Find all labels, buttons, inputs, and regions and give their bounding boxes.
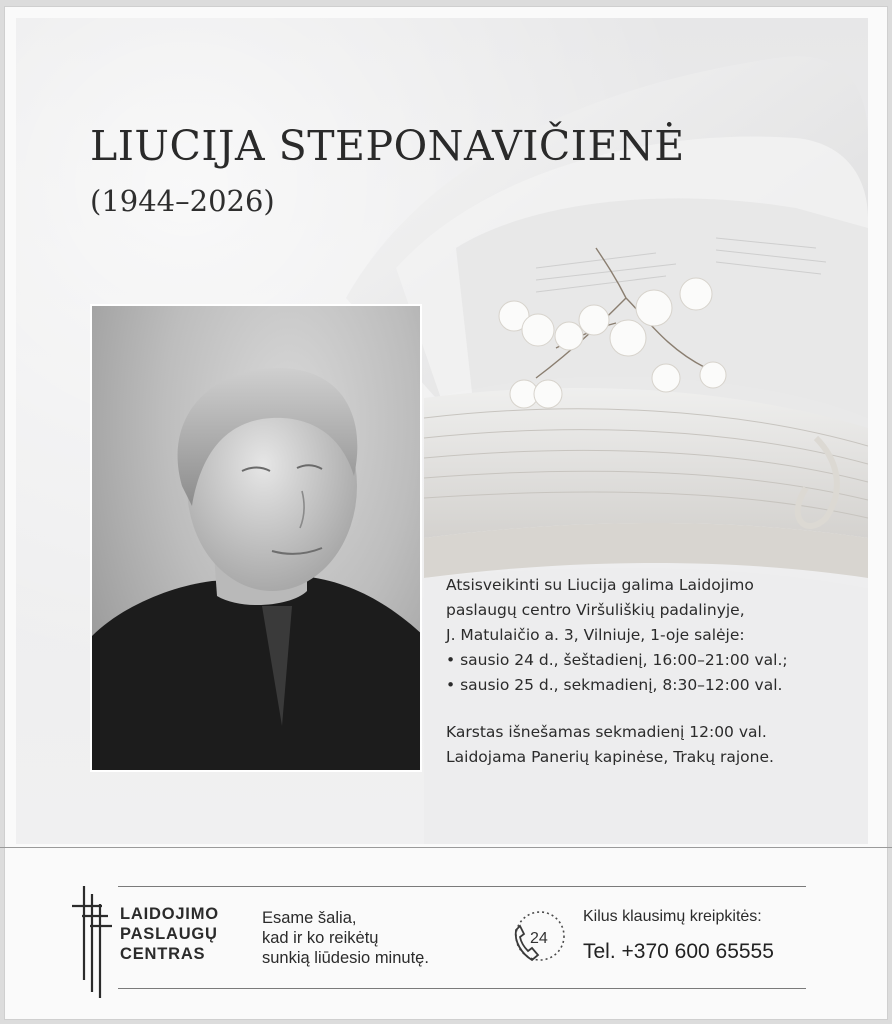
footer-top-line	[118, 886, 806, 887]
cross-logo-icon	[68, 882, 114, 998]
schedule-item: • sausio 24 d., šeštadienį, 16:00–21:00 val.;	[446, 651, 788, 669]
visitation-details	[446, 573, 856, 770]
funeral-line-1: Karstas išnešamas sekmadienį 12:00 val.	[446, 723, 767, 741]
contact-phone[interactable]: Tel. +370 600 65555	[583, 940, 774, 963]
company-logo-text	[120, 904, 219, 964]
details-line-3: J. Matulaičio a. 3, Vilniuje, 1-oje salėje:	[446, 626, 745, 644]
logo-line: CENTRAS	[120, 945, 206, 963]
slogan	[262, 908, 429, 968]
contact-label: Kilus klausimų kreipkitės:	[583, 908, 762, 925]
deceased-portrait	[90, 304, 422, 772]
schedule-item: • sausio 25 d., sekmadienį, 8:30–12:00 val.	[446, 676, 783, 694]
deceased-name: LIUCIJA STEPONAVIČIENĖ	[90, 122, 685, 170]
portrait-photo	[92, 306, 422, 772]
life-years: (1944–2026)	[90, 184, 275, 218]
details-line-1: Atsisveikinti su Liucija galima Laidojimo	[446, 576, 754, 594]
logo-line: PASLAUGŲ	[120, 925, 218, 943]
obituary-main-panel	[16, 18, 868, 844]
icon-number: 24	[530, 930, 548, 947]
logo-line: LAIDOJIMO	[120, 905, 219, 923]
slogan-line: sunkią liūdesio minutę.	[262, 949, 429, 967]
phone-24-icon	[508, 908, 568, 968]
slogan-line: kad ir ko reikėtų	[262, 929, 379, 947]
footer-bottom-line	[118, 988, 806, 989]
section-divider	[0, 847, 892, 848]
slogan-line: Esame šalia,	[262, 909, 357, 927]
details-line-2: paslaugų centro Viršuliškių padalinyje,	[446, 601, 745, 619]
funeral-line-2: Laidojama Panerių kapinėse, Trakų rajone.	[446, 748, 774, 766]
